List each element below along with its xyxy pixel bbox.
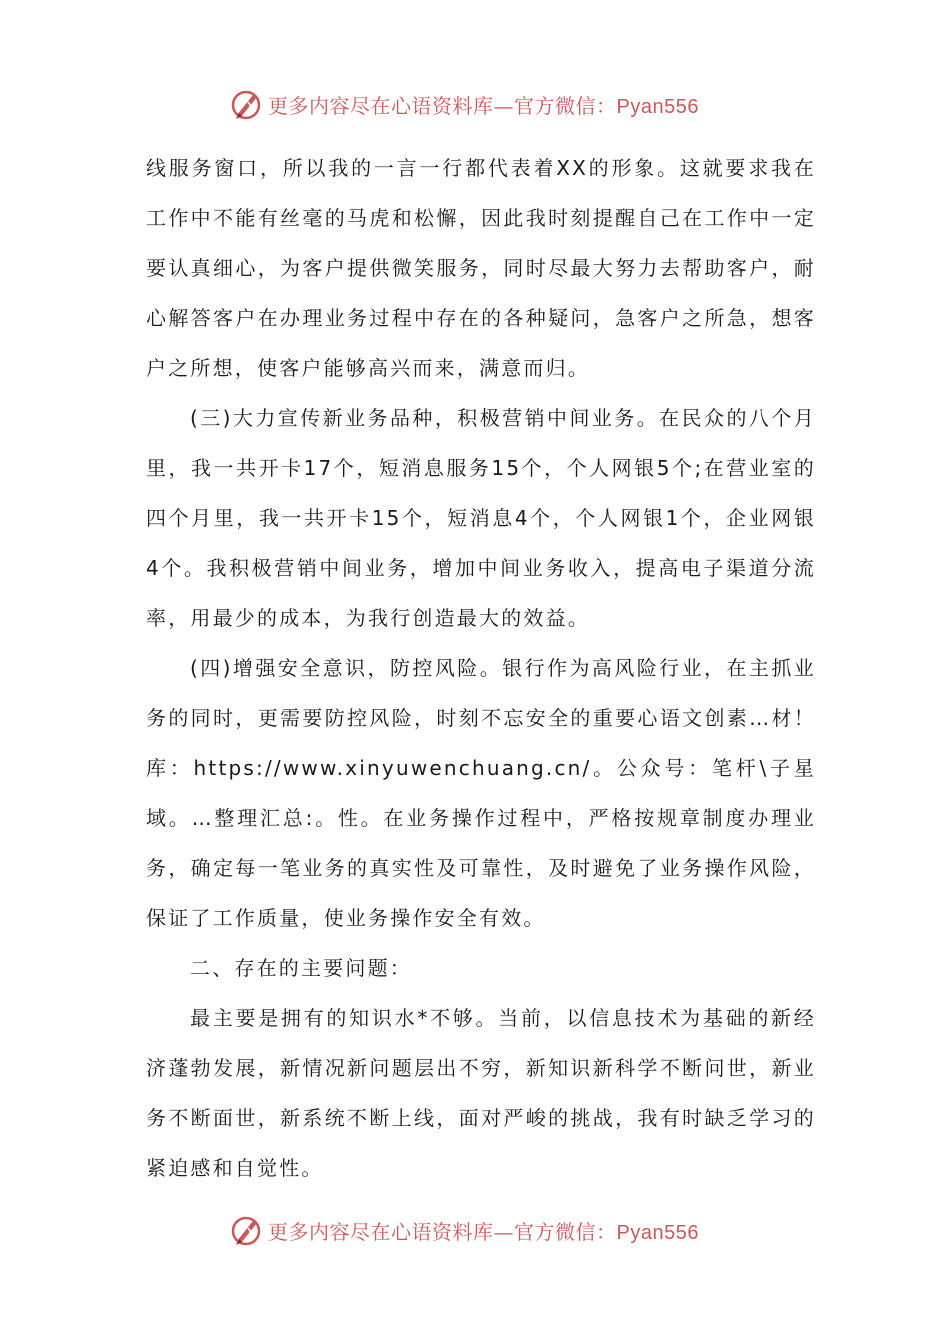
pen-circle-logo-icon (228, 86, 264, 122)
banner-text: 更多内容尽在心语资料库—官方微信：Pyan556 (268, 93, 699, 118)
header-banner (228, 84, 748, 124)
section-heading-problems: 二、存在的主要问题： (190, 956, 412, 980)
footer-banner (228, 1210, 748, 1250)
paragraph-risk-control: (四)增强安全意识，防控风险。银行作为高风险行业，在主抓业务的同时，更需要防控风险，时刻不忘安全的重要心语文创素…材！库：https://www.xinyuwenchuang.cn/。公众号：笔杆\子星域。…整理汇总:。性。在业务操作过程中，严格按规章制度办理业务，确定每一笔业务的真实性及可靠性，及时避免了业务操作风险，保证了工作质量，使业务操作安全有效。 (146, 656, 816, 930)
paragraph-marketing: (三)大力宣传新业务品种，积极营销中间业务。在民众的八个月里，我一共开卡17个，短消息服务15个，个人网银5个;在营业室的四个月里，我一共开卡15个，短消息4个，个人网银1个，企业网银4个。我积极营销中间业务，增加中间业务收入，提高电子渠道分流率，用最少的成本，为我行创造最大的效益。 (146, 406, 816, 630)
paragraph-knowledge: 最主要是拥有的知识水*不够。当前，以信息技术为基础的新经济蓬勃发展，新情况新问题层出不穷，新知识新科学不断问世，新业务不断面世，新系统不断上线，面对严峻的挑战，我有时缺乏学习的紧迫感和自觉性。 (146, 1006, 816, 1180)
banner-text: 更多内容尽在心语资料库—官方微信：Pyan556 (268, 1219, 699, 1244)
pen-circle-logo-icon (228, 1212, 264, 1248)
wechat-id: Pyan556 (616, 95, 699, 118)
document-body (146, 143, 816, 1193)
paragraph-service-window: 线服务窗口，所以我的一言一行都代表着XX的形象。这就要求我在工作中不能有丝毫的马虎和松懈，因此我时刻提醒自己在工作中一定要认真细心，为客户提供微笑服务，同时尽最大努力去帮助客户，耐心解答客户在办理业务过程中存在的各种疑问，急客户之所急，想客户之所想，使客户能够高兴而来，满意而归。 (146, 156, 816, 380)
wechat-id: Pyan556 (616, 1221, 699, 1244)
